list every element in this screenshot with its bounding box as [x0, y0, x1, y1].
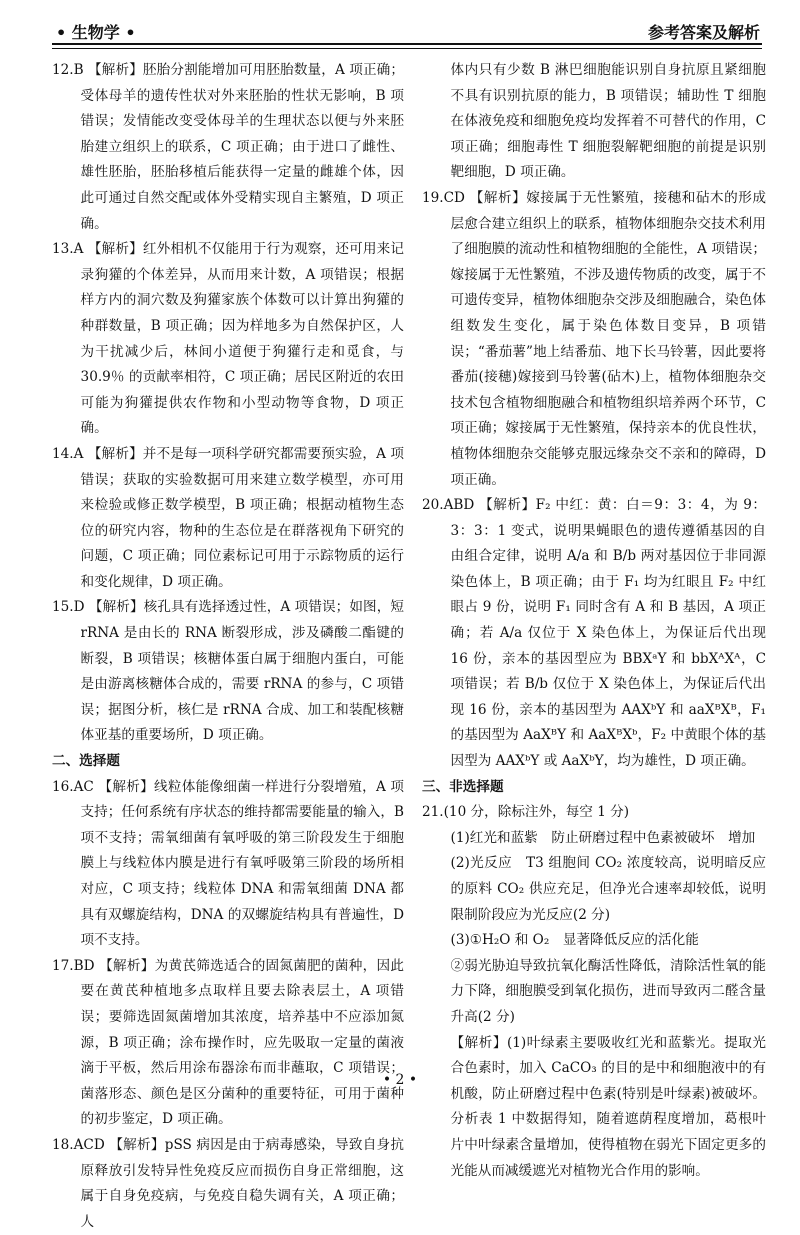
answer-paragraph: 体内只有少数 B 淋巴细胞能识别自身抗原且紧细胞不具有识别抗原的能力，B 项错误；辅助性 T 细胞在体液免疫和细胞免疫均发挥着不可替代的作用，C 项正确；细胞毒性 T 细胞裂解靶细胞的前提是识别靶细胞，D 项正确。 — [450, 62, 766, 181]
section-heading: 三、非选择题 — [422, 778, 504, 795]
section-heading: 二、选择题 — [52, 753, 120, 770]
right-column — [422, 58, 766, 1184]
answer-paragraph: 19.CD 【解析】嫁接属于无性繁殖，接穗和砧木的形成层愈合建立组织上的联系，植物体细胞杂交技术利用了细胞膜的流动性和植物细胞的全能性，A 项错误；嫁接属于无性繁殖，不涉及遗传物质的改变，属于不可遗传变异，植物体细胞杂交涉及细胞融合，染色体组数发生变化，属于染色体数目变异，B 项错误；“番茄薯”地上结番茄、地下长马铃薯，因此要将番茄(接穗)嫁接到马铃薯(砧木)上，植物体细胞杂交技术包含植物细胞融合和植物组织培养两个环节，C 项正确；嫁接属于无性繁殖，保持亲本的优良性状，植物体细胞杂交能够克服远缘杂交不亲和的障碍，D 项正确。 — [422, 189, 766, 488]
answer-paragraph: ②弱光胁迫导致抗氧化酶活性降低，清除活性氧的能力下降，细胞膜受到氧化损伤，进而导致丙二醛含量升高(2 分) — [450, 957, 766, 1025]
subject-label: • 生物学 • — [56, 23, 136, 42]
left-column — [52, 58, 404, 1235]
answer-paragraph: 16.AC 【解析】线粒体能像细菌一样进行分裂增殖，A 项支持；任何系统有序状态的维持都需要能量的输入，B 项不支持；需氧细菌有氧呼吸的第三阶段发生于细胞膜上与线粒体内膜是进行有氧呼吸第三阶段的场所相对应，C 项支持；线粒体 DNA 和需氧细菌 DNA 都具有双螺旋结构，DNA 的双螺旋结构具有普遍性，D 项不支持。 — [52, 778, 404, 949]
answer-paragraph: 21.(10 分，除标注外，每空 1 分) — [422, 804, 630, 821]
answer-paragraph: (2)光反应 T3 组胞间 CO₂ 浓度较高，说明暗反应的原料 CO₂ 供应充足，但净光合速率却较低，说明限制阶段应为光反应(2 分) — [450, 855, 766, 923]
answer-paragraph: (1)红光和蓝紫 防止研磨过程中色素被破坏 增加 — [450, 829, 756, 846]
answer-paragraph: (3)①H₂O 和 O₂ 显著降低反应的活化能 — [450, 932, 699, 949]
section-label: 参考答案及解析 — [647, 23, 760, 42]
header-rule-thin — [52, 48, 762, 49]
page-number: • 2 • — [382, 1072, 418, 1088]
answer-paragraph: 20.ABD 【解析】F₂ 中红：黄：白＝9：3：4，为 9：3：3：1 变式，说明果蝇眼色的遗传遵循基因的自由组合定律，说明 A/a 和 B/b 两对基因位于非同源染色体上，B 项正确；由于 F₁ 均为红眼且 F₂ 中红眼占 9 份，说明 F₁ 同时含有 A 和 B 基因，A 项正确；若 A/a 仅位于 X 染色体上，为保证后代出现 16 份，亲本的基因型应为 BBXᵃY 和 bbXᴬXᴬ，C 项错误；若 B/b 仅位于 X 染色体上，为保证后代出现 16 份，亲本的基因型为 AAXᵇY 和 aaXᴮXᴮ，F₁ 的基因型为 AaXᴮY 和 AaXᴮXᵇ，F₂ 中黄眼个体的基因型为 AAXᵇY 或 AaXᵇY，均为雄性，D 项正确。 — [422, 497, 766, 770]
answer-paragraph: 13.A 【解析】红外相机不仅能用于行为观察，还可用来记录狗獾的个体差异，从而用来计数，A 项错误；根据样方内的洞穴数及狗獾家族个体数可以计算出狗獾的种群数量，B 项正确；因为样地多为自然保护区，人为干扰减少后，林间小道便于狗獾行走和觅食，与 30.9％ 的贡献率相符，C 项正确；居民区附近的农田可能为狗獾提供农作物和小型动物等食物，D 项正确。 — [52, 241, 404, 437]
header-rule-thick — [52, 43, 762, 45]
answer-paragraph: 【解析】(1)叶绿素主要吸收红光和蓝紫光。提取光合色素时，加入 CaCO₃ 的目的是中和细胞液中的有机酸，防止研磨过程中色素(特别是叶绿素)被破坏。分析表 1 中数据得知，随着遮荫程度增加，葛根叶片中叶绿素含量增加，使得植物在弱光下固定更多的光能从而减缓遮光对植物光合作用的影响。 — [450, 1034, 766, 1179]
page-header — [52, 14, 762, 42]
answer-paragraph: 14.A 【解析】并不是每一项科学研究都需要预实验，A 项错误；获取的实验数据可用来建立数学模型，亦可用来检验或修正数学模型，B 项正确；根据动植物生态位的研究内容，物种的生态位是在群落视角下研究的问题，C 项正确；同位素标记可用于示踪物质的运行和变化规律，D 项正确。 — [52, 445, 404, 590]
answer-paragraph: 12.B 【解析】胚胎分割能增加可用胚胎数量，A 项正确；受体母羊的遗传性状对外来胚胎的性状无影响，B 项错误；发情能改变受体母羊的生理状态以便与外来胚胎建立组织上的联系，C 项正确；由于进口了雌性、雄性胚胎，胚胎移植后能获得一定量的雌雄个体，因此可通过自然交配或体外受精实现自主繁殖，D 项正确。 — [52, 62, 404, 232]
answer-paragraph: 15.D 【解析】核孔具有选择透过性，A 项错误；如图，短 rRNA 是由长的 RNA 断裂形成，涉及磷酸二酯键的断裂，B 项错误；核糖体蛋白属于细胞内蛋白，可能是由游离核糖体合成的，需要 rRNA 的参与，C 项错误；据图分析，核仁是 rRNA 合成、加工和装配核糖体亚基的重要场所，D 项正确。 — [52, 599, 404, 744]
answer-paragraph: 18.ACD 【解析】pSS 病因是由于病毒感染，导致自身抗原释放引发特异性免疫反应而损伤自身正常细胞，这属于自身免疫病，与免疫自稳失调有关，A 项正确；人 — [52, 1136, 404, 1230]
answer-paragraph: 17.BD 【解析】为黄芪筛选适合的固氮菌肥的菌种，因此要在黄芪种植地多点取样且要去除表层土，A 项错误；要筛选固氮菌增加其浓度，培养基中不应添加氮源，B 项正确；涂布操作时，应先吸取一定量的菌液滴于平板，然后用涂布器涂布而非蘸取，C 项错误；菌落形态、颜色是区分菌种的重要特征，可用于菌种的初步鉴定，D 项正确。 — [52, 957, 404, 1128]
